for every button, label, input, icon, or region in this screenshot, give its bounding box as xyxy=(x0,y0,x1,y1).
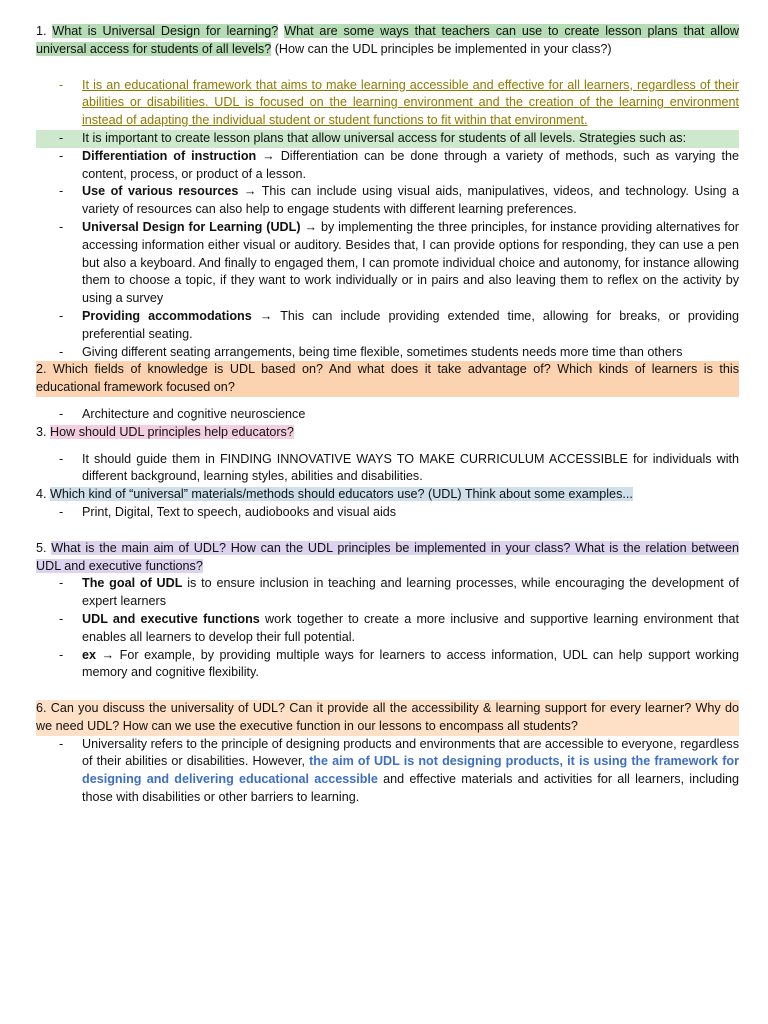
answer-1-list xyxy=(36,77,739,362)
question-number: 3. xyxy=(36,424,51,439)
list-item xyxy=(36,183,739,219)
question-number: 1. xyxy=(36,24,53,38)
question-3 xyxy=(36,424,739,442)
answer-3-list xyxy=(36,451,739,487)
list-item xyxy=(36,219,739,308)
answer-2-list xyxy=(36,406,739,424)
question-4-text: Which kind of “universal” materials/methods should educators use? (UDL) Think about some examples... xyxy=(50,487,633,502)
list-item-text: → This can include providing extended time, allowing for breaks, or providing preferential seating. xyxy=(82,308,739,341)
question-1-part-1: What is Universal Design for learning? xyxy=(52,24,279,38)
list-item xyxy=(36,130,739,148)
question-3-text: How should UDL principles help educators? xyxy=(50,424,294,439)
question-1-part-2: What are some ways that teachers can use to create lesson plans that allow universal access for students of all levels? xyxy=(36,24,739,56)
list-item-text: Universality refers to the principle of designing products and environments that are accessible to everyone, regardless of their abilities or disabilities. However, xyxy=(82,736,739,769)
list-item xyxy=(36,148,739,184)
question-number: 2. xyxy=(36,362,47,377)
list-item-text: It is important to create lesson plans that allow universal access for students of all levels. Strategies such as: xyxy=(82,130,687,145)
list-item-term: The goal of UDL xyxy=(82,576,183,591)
list-item xyxy=(36,504,739,522)
list-item-text: → Differentiation can be done through a variety of methods, such as varying the content, process, or product of a lesson. xyxy=(82,148,739,181)
list-item-text: is to ensure inclusion in teaching and learning processes, while encouraging the development of expert learners xyxy=(82,576,740,609)
list-item xyxy=(36,406,739,424)
question-2-text: Which fields of knowledge is UDL based on? And what does it take advantage of? Which kinds of learners is this educational framework focused on? xyxy=(36,362,739,395)
question-number: 4. xyxy=(36,487,51,502)
list-item-text: Architecture and cognitive neuroscience xyxy=(82,406,306,421)
list-item-term: Providing accommodations xyxy=(82,308,252,323)
question-number: 5. xyxy=(36,540,52,555)
list-item-text: It should guide them in FINDING INNOVATIVE WAYS TO MAKE CURRICULUM ACCESSIBLE for individuals with different background, learning styles, abilities and disabilities. xyxy=(82,451,739,484)
list-item-term: ex xyxy=(82,647,97,662)
list-item-text: → For example, by providing multiple ways for learners to access information, UDL can help support working memory and cognitive flexibility. xyxy=(82,647,739,680)
question-1 xyxy=(36,23,739,59)
question-6: 6. Can you discuss the universality of UDL? Can it provide all the accessibility & learning support for every learner? Why do we need UDL? How can we use the executive function in our lessons to encompass all students? xyxy=(36,700,739,736)
question-4 xyxy=(36,486,739,504)
list-item-term: Universal Design for Learning (UDL) xyxy=(82,219,301,234)
list-item xyxy=(36,736,739,807)
list-item xyxy=(36,647,739,683)
list-item-term: UDL and executive functions xyxy=(82,611,260,626)
document-body xyxy=(36,23,739,807)
list-item-text: and effective materials and activities for all learners, including those with disabilities or other barriers to learning. xyxy=(82,772,739,805)
list-item-text: → by implementing the three principles, for instance providing alternatives for accessing information either visual or auditory. Besides that, I can provide options for responding, they can use a pen but also a keyboard. And finally to engaged them, I can promote individual choice and autonomy, for instance allowing them to choose a topic, if they want to work individually or in pairs and also leaving them to reflex on the activity by using a survey xyxy=(82,219,739,306)
list-item xyxy=(36,451,739,487)
question-1-part-3: (How can the UDL principles be implemented in your class?) xyxy=(271,41,612,56)
list-item-text: Print, Digital, Text to speech, audiobooks and visual aids xyxy=(82,504,397,519)
answer-6-list xyxy=(36,736,739,807)
answer-5-list xyxy=(36,575,739,682)
answer-4-list xyxy=(36,504,739,522)
answer-1-definition: It is an educational framework that aims to make learning accessible and effective for all learners, regardless of their abilities or disabilities. UDL is focused on the learning environment and the creation of the learning environment instead of adapting the individual student or student functions to fit within that environment. xyxy=(82,77,739,128)
list-item-text: work together to create a more inclusive and supportive learning environment that enables all learners to develop their full potential. xyxy=(82,611,739,644)
question-5 xyxy=(36,540,739,576)
question-2 xyxy=(36,361,739,397)
list-item-term: Use of various resources xyxy=(82,184,239,199)
list-item-term: Differentiation of instruction xyxy=(82,148,257,163)
list-item xyxy=(36,308,739,344)
emphasized-text: the aim of UDL is not designing products, it is using the framework for designing and delivering educational accessible xyxy=(82,754,739,787)
question-5-text: What is the main aim of UDL? How can the UDL principles be implemented in your class? What is the relation between UDL and executive functions? xyxy=(36,540,739,573)
list-item xyxy=(36,344,739,362)
list-item xyxy=(36,611,739,647)
list-item-text: Giving different seating arrangements, being time flexible, sometimes students needs more time than others xyxy=(82,344,683,359)
list-item xyxy=(36,575,739,611)
list-item xyxy=(36,77,739,130)
list-item-text: → This can include using visual aids, manipulatives, videos, and technology. Using a variety of resources can also help to engage students with different learning preferences. xyxy=(82,184,739,217)
